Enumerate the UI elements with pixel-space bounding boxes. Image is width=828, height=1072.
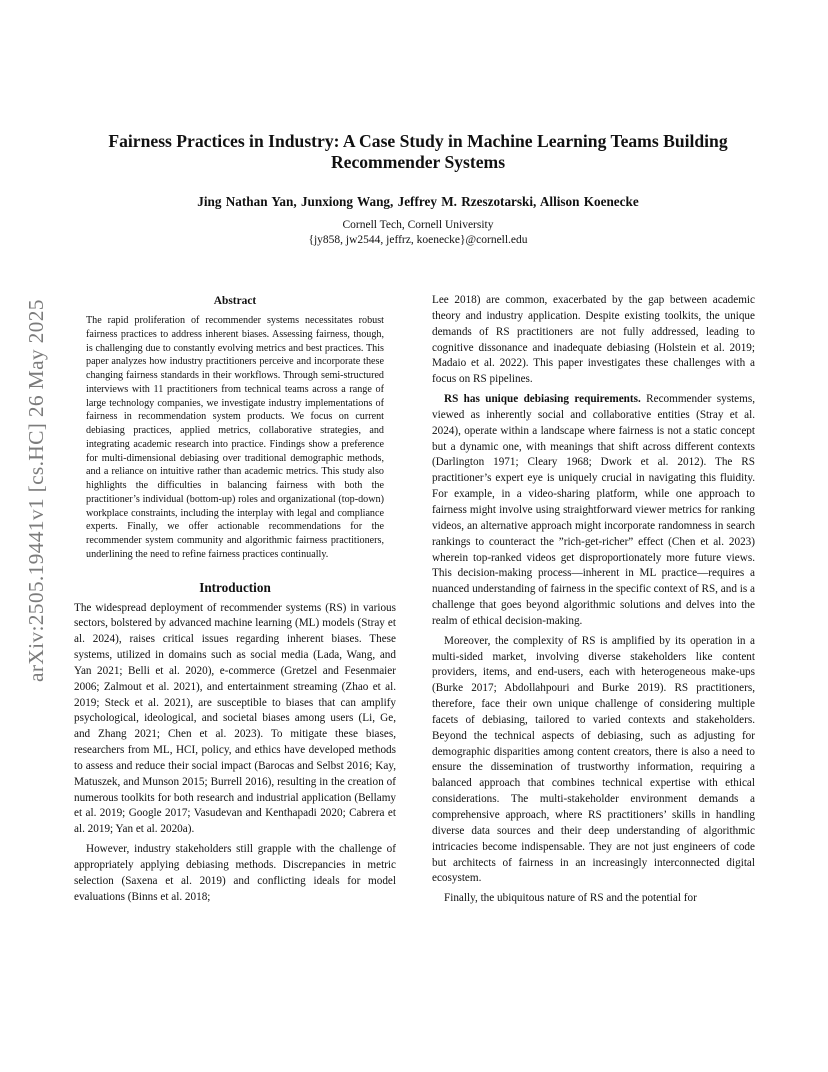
affiliation-block (80, 218, 756, 248)
paper-title: Fairness Practices in Industry: A Case Study in Machine Learning Teams Building Recommender Systems (108, 131, 728, 172)
intro-paragraph-1: The widespread deployment of recommender systems (RS) in various sectors, bolstered by advanced machine learning (ML) models (Stray et al. 2024), raises critical issues regarding inherent biases. These systems, utilized in domains such as social media (Lada, Wang, and Yan 2021; Belli et al. 2020), e-commerce (Gretzel and Fesenmaier 2006; Zalmout et al. 2021), and entertainment streaming (Zhao et al. 2019; Steck et al. 2021), are susceptible to biases that can amplify psychological, ideological, and societal biases among users (Li, Ge, and Zhang 2021; Chen et al. 2023). To mitigate these biases, researchers from ML, HCI, policy, and ethics have developed methods to assess and reduce their social impact (Barocas and Selbst 2016; Kay, Matuszek, and Munson 2015; Burrell 2016), resulting in the creation of numerous toolkits for both research and industrial application (Bellamy et al. 2019; Google 2017; Vasudevan and Kenthapadi 2020; Cabrera et al. 2019; Yan et al. 2020a). (74, 601, 396, 836)
right-column (432, 293, 755, 907)
intro-paragraph-3-text: Recommender systems, viewed as inherently social and collaborative entities (Stray et al. 2024), operate within a landscape where fairness is not a static concept but a dynamic one, with meanings that shift across different contexts (Darlington 1971; Cleary 1968; Dwork et al. 2012). The RS practitioner’s expert eye is uniquely crucial in navigating this fluidity. For example, in a video-sharing platform, while one approach to fairness might involve using straightforward viewer metrics for ranking videos, an alternative approach might incorporate randomness in search rankings to counteract the ”rich-get-richer” effect (Chen et al. 2023) wherein top-ranked videos get disproportionately more future views. This decision-making process—inherent in ML practice—requires a nuanced understanding of fairness in the specific context of RS, and is a challenge that goes beyond algorithmic solutions and delves into the realm of ethical decision-making. (432, 393, 755, 627)
run-in-heading: RS has unique debiasing requirements. (444, 393, 641, 406)
author-list: Jing Nathan Yan, Junxiong Wang, Jeffrey M. Rzeszotarski, Allison Koenecke (197, 194, 639, 209)
left-column (74, 293, 396, 906)
intro-paragraph-3 (432, 392, 755, 630)
intro-paragraph-4: Moreover, the complexity of RS is amplified by its operation in a multi-sided market, involving diverse stakeholders like content providers, items, and end-users, each with heterogeneous make-ups (Burke 2017; Abdollahpouri and Burke 2019). RS practitioners, therefore, face their own unique challenge of considering multiple facets of debiasing, tailored to varied contexts and stakeholders. Beyond the technical aspects of debiasing, such as adjusting for demographic disparities among content creators, there is also a need to ensure the dissemination of trustworthy information, requiring a balanced approach that combines technical expertise with ethical considerations. The multi-stakeholder environment demands a comprehensive approach, where RS practitioners’ skills in handling diverse data sources and their deep understanding of algorithmic intricacies become indispensable. They are not just engineers of code but architects of fairness in an increasingly interconnected digital ecosystem. (432, 634, 755, 885)
abstract-text: The rapid proliferation of recommender systems necessitates robust fairness practices to address inherent biases. Assessing fairness, though, is challenging due to constantly evolving metrics and best practices. This paper analyzes how industry practitioners perceive and incorporate these changing fairness standards in their workflows. Through semi-structured interviews with 11 practitioners from technical teams across a range of large technology companies, we investigate industry implementations of fairness in recommendation system products. We focus on current debiasing practices, applied metrics, collaborative strategies, and integrating academic research into practice. Findings show a preference for multi-dimensional debiasing over traditional demographic methods, and a reliance on intuitive rather than academic metrics. This study also highlights the difficulties in balancing fairness with both the practitioner’s individual (bottom-up) roles and organizational (top-down) workplace constraints, including the interplay with legal and compliance experts. Finally, we offer actionable recommendations for the recommender system community and algorithmic fairness practitioners, underlining the need to refine fairness practices continually. (86, 315, 384, 560)
affiliation: Cornell Tech, Cornell University (342, 219, 494, 231)
intro-paragraph-5: Finally, the ubiquitous nature of RS and the potential for (444, 892, 697, 905)
introduction-heading: Introduction (199, 579, 271, 595)
arxiv-identifier-stamp: arXiv:2505.19441v1 [cs.HC] 26 May 2025 (24, 299, 48, 682)
author-emails: {jy858, jw2544, jeffrz, koenecke}@cornell.edu (308, 234, 528, 246)
intro-paragraph-2: However, industry stakeholders still grapple with the challenge of appropriately applying debiasing methods. Discrepancies in metric selection (Saxena et al. 2019) and conflicting ideals for model evaluations (Binns et al. 2018; (74, 843, 396, 903)
abstract-heading: Abstract (213, 295, 257, 307)
intro-paragraph-2-continued: Lee 2018) are common, exacerbated by the gap between academic theory and industry application. Despite existing toolkits, the unique demands of RS practitioners are not fully addressed, leading to cognitive dissonance and inadequate debiasing (Holstein et al. 2019; Madaio et al. 2022). This paper investigates these challenges with a focus on RS pipelines. (432, 294, 755, 386)
